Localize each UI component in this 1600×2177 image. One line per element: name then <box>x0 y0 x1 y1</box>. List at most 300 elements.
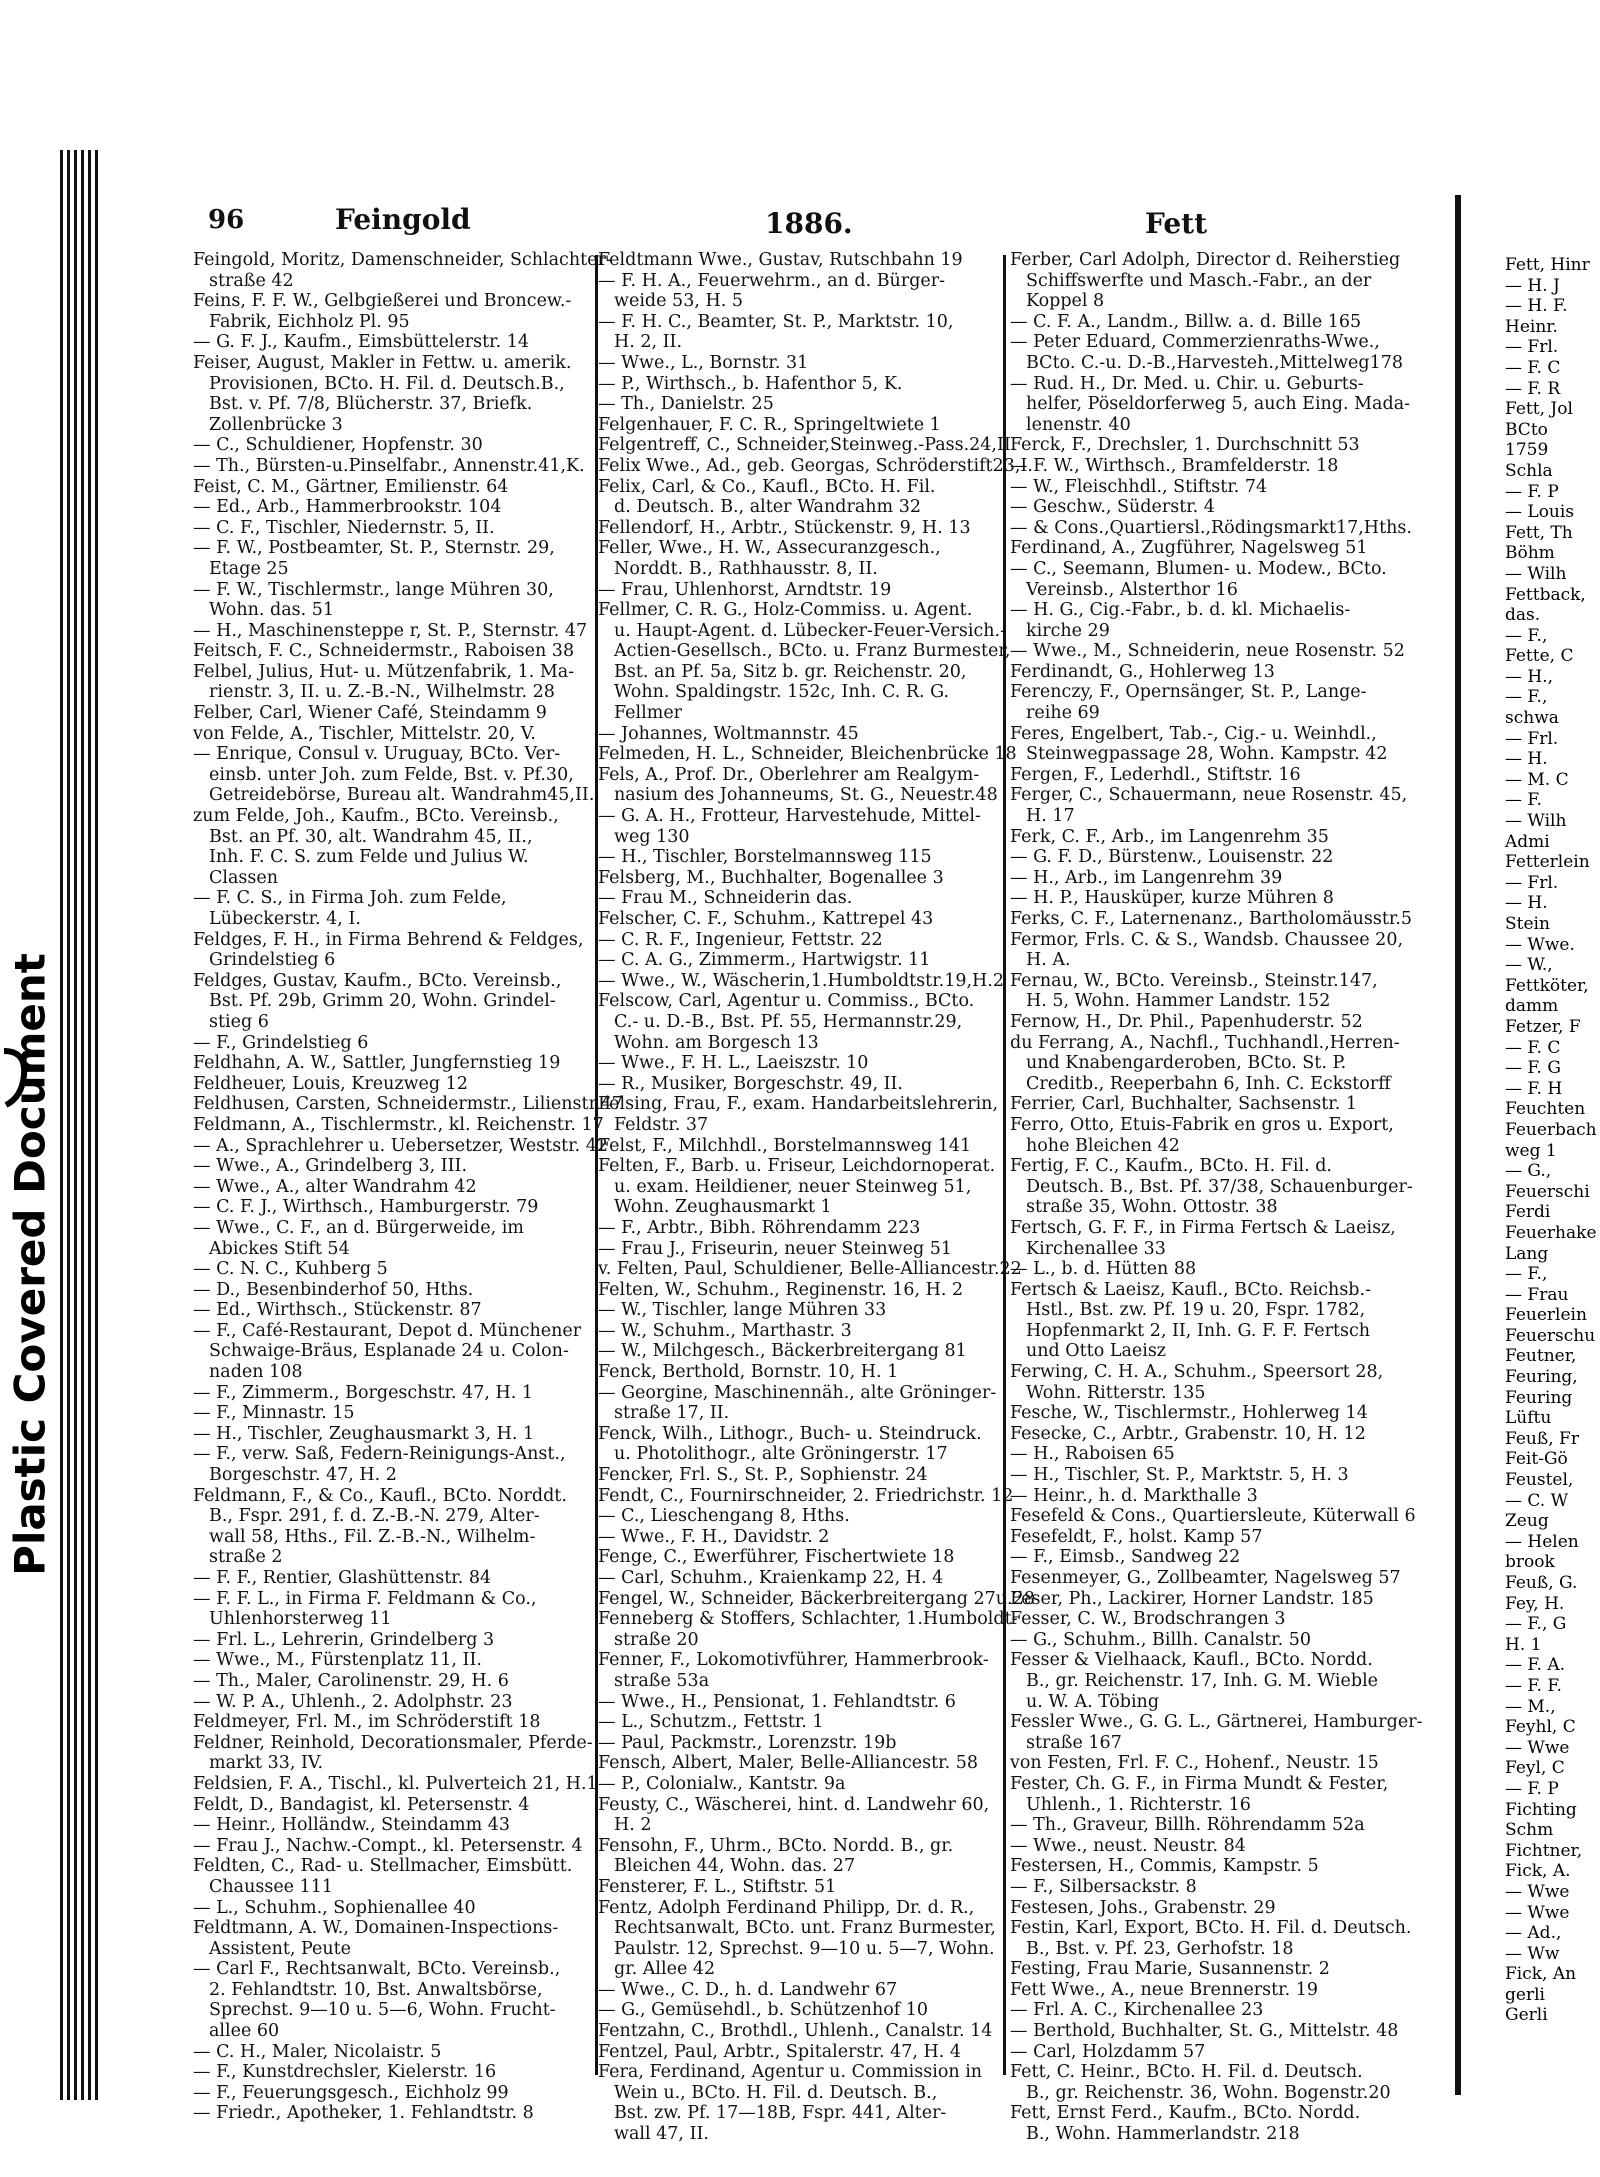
directory-entry-line: Felgentreff, C., Schneider,Steinweg.-Pass.24,II. <box>598 435 1017 456</box>
facing-page-fragment: — F. R <box>1505 378 1561 399</box>
directory-entry-line: Fernow, H., Dr. Phil., Papenhuderstr. 52 <box>1010 1011 1363 1032</box>
facing-page-fragment: Feutner, <box>1505 1346 1577 1367</box>
directory-entry-line: Hopfenmarkt 2, II, Inh. G. F. F. Fertsch <box>1026 1320 1371 1341</box>
facing-page-fragment: Schla <box>1505 460 1553 481</box>
directory-entry-line: — F. F. L., in Firma F. Feldmann & Co., <box>193 1588 537 1609</box>
directory-entry-line: Deutsch. B., Bst. Pf. 37/38, Schauenburger- <box>1026 1176 1413 1197</box>
facing-page-fragment: Fichting <box>1505 1799 1577 1820</box>
facing-page-fragment: Lang <box>1505 1243 1549 1264</box>
facing-page-fragment: weg 1 <box>1505 1140 1557 1161</box>
directory-entry-line: — Wwe., C. D., h. d. Landwehr 67 <box>598 1979 898 2000</box>
directory-entry-line: wall 47, II. <box>614 2124 709 2145</box>
directory-entry-line: — L., Schuhm., Sophienallee 40 <box>193 1897 476 1918</box>
facing-page-fragment: — F. <box>1505 790 1542 811</box>
directory-entry-line: reihe 69 <box>1026 703 1100 724</box>
facing-page-fragment: — Wwe <box>1505 1902 1570 1923</box>
directory-entry-line: Borgeschstr. 47, H. 2 <box>209 1465 397 1486</box>
directory-entry-line: — G. F. J., Kaufm., Eimsbüttelerstr. 14 <box>193 332 529 353</box>
directory-entry-line: Fett Wwe., A., neue Brennerstr. 19 <box>1010 1979 1319 2000</box>
directory-entry-line: Fertig, F. C., Kaufm., BCto. H. Fil. d. <box>1010 1156 1332 1177</box>
directory-entry-line: — W. P. A., Uhlenh., 2. Adolphstr. 23 <box>193 1691 513 1712</box>
directory-entry-line: Ferro, Otto, Etuis-Fabrik en gros u. Export, <box>1010 1114 1394 1135</box>
directory-entry-line: Fels, A., Prof. Dr., Oberlehrer am Realgym- <box>598 764 980 785</box>
directory-entry-line: Schwaige-Bräus, Esplanade 24 u. Colon- <box>209 1341 569 1362</box>
page-header <box>105 165 1460 240</box>
facing-page-fragment: — Ad., <box>1505 1923 1562 1944</box>
directory-entry-line: Feldges, Gustav, Kaufm., BCto. Vereinsb., <box>193 970 562 991</box>
facing-page-fragment: Fette, C <box>1505 646 1574 667</box>
directory-entry-line: — H., Maschinensteppe r, St. P., Sternstr. 47 <box>193 620 588 641</box>
directory-entry-line: Ferger, C., Schauermann, neue Rosenstr. 45, <box>1010 785 1408 806</box>
directory-entry-line: Feldheuer, Louis, Kreuzweg 12 <box>193 1073 468 1094</box>
directory-entry-line: Feldstr. 37 <box>614 1114 709 1135</box>
directory-entry-line: Etage 25 <box>209 558 289 579</box>
directory-entry-line: Uhlenh., 1. Richterstr. 16 <box>1026 1794 1251 1815</box>
directory-entry-line: Fenck, Berthold, Bornstr. 10, H. 1 <box>598 1362 899 1383</box>
directory-entry-line: Getreidebörse, Bureau alt. Wandrahm45,II. <box>209 785 595 806</box>
facing-page-fragment: — Helen <box>1505 1531 1579 1552</box>
directory-entry-line: — Wwe., A., alter Wandrahm 42 <box>193 1176 477 1197</box>
facing-page-fragment: Feuerlein <box>1505 1305 1587 1326</box>
directory-entry-line: Paulstr. 12, Sprechst. 9—10 u. 5—7, Wohn. <box>614 1938 995 1959</box>
facing-page-fragment: — Wwe <box>1505 1881 1570 1902</box>
directory-entry-line: Fertsch & Laeisz, Kaufl., BCto. Reichsb.- <box>1010 1279 1371 1300</box>
facing-page-fragment: — W., <box>1505 955 1553 976</box>
directory-entry-line: B., Fspr. 291, f. d. Z.-B.-N. 279, Alter- <box>209 1506 540 1527</box>
directory-entry-line: Feist, C. M., Gärtner, Emilienstr. 64 <box>193 476 509 497</box>
facing-page-fragment: — Frl. <box>1505 872 1559 893</box>
directory-entry-line: Abickes Stift 54 <box>209 1238 350 1259</box>
directory-entry-line: Felten, W., Schuhm., Reginenstr. 16, H. 2 <box>598 1279 964 1300</box>
directory-page <box>105 165 1460 2145</box>
facing-page-fragment: Zeug <box>1505 1511 1549 1532</box>
directory-entry-line: — C., Lieschengang 8, Hths. <box>598 1506 850 1527</box>
directory-entry-line: Fellendorf, H., Arbtr., Stückenstr. 9, H. 13 <box>598 517 971 538</box>
facing-page-fragment: — Louis <box>1505 502 1575 523</box>
directory-entry-line: — F. W., Tischlermstr., lange Mühren 30, <box>193 579 554 600</box>
directory-entry-line: — G. A. H., Frotteur, Harvestehude, Mittel- <box>598 806 981 827</box>
facing-page-fragment: Fichtner, <box>1505 1840 1583 1861</box>
directory-entry-line: und Otto Laeisz <box>1026 1341 1167 1362</box>
directory-entry-line: — F., Kunstdrechsler, Kielerstr. 16 <box>193 2062 497 2083</box>
directory-entry-line: Fensohn, F., Uhrm., BCto. Nordd. B., gr. <box>598 1835 954 1856</box>
directory-entry-line: straße 17, II. <box>614 1403 730 1424</box>
facing-page-fragment: Gerli <box>1505 2005 1548 2026</box>
directory-entry-line: Feins, F. F. W., Gelbgießerei und Broncew.- <box>193 291 572 312</box>
directory-entry-line: — C. F. A., Landm., Billw. a. d. Bille 165 <box>1010 311 1362 332</box>
directory-entry-line: v. Felten, Paul, Schuldiener, Belle-Alliancestr.22 <box>598 1259 1022 1280</box>
directory-entry-line: Fentz, Adolph Ferdinand Philipp, Dr. d. R., <box>598 1897 975 1918</box>
directory-column-3 <box>1010 250 1510 2145</box>
directory-entry-line: Fenge, C., Ewerführer, Fischertwiete 18 <box>598 1547 955 1568</box>
directory-entry-line: H. A. <box>1026 950 1071 971</box>
directory-entry-line: Zollenbrücke 3 <box>209 414 343 435</box>
directory-entry-line: Festesen, Johs., Grabenstr. 29 <box>1010 1897 1276 1918</box>
directory-entry-line: — Frau M., Schneiderin das. <box>598 888 853 909</box>
directory-entry-line: Schiffswerfte und Masch.-Fabr., an der <box>1026 270 1372 291</box>
facing-page-fragment: — H. J <box>1505 275 1560 296</box>
directory-entry-line: — Heinr., Holländw., Steindamm 43 <box>193 1815 511 1836</box>
directory-entry-line: Inh. F. C. S. zum Felde und Julius W. <box>209 847 529 868</box>
directory-entry-line: — Frl. L., Lehrerin, Grindelberg 3 <box>193 1629 495 1650</box>
directory-entry-line: — & Cons.,Quartiersl.,Rödingsmarkt17,Hths. <box>1010 517 1412 538</box>
directory-entry-line: Wohn. am Borgesch 13 <box>614 1032 819 1053</box>
directory-entry-line: — Th., Bürsten-u.Pinselfabr., Annenstr.41,K. <box>193 455 585 476</box>
directory-entry-line: Kirchenallee 33 <box>1026 1238 1166 1259</box>
directory-entry-line: kirche 29 <box>1026 620 1110 641</box>
directory-entry-line: B., Wohn. Hammerlandstr. 218 <box>1026 2124 1300 2145</box>
directory-entry-line: — G., Gemüsehdl., b. Schützenhof 10 <box>598 2000 929 2021</box>
directory-entry-line: — Wwe., F. H., Davidstr. 2 <box>598 1526 830 1547</box>
directory-entry-line: — H., Tischler, Zeughausmarkt 3, H. 1 <box>193 1423 535 1444</box>
directory-entry-line: Fessler Wwe., G. G. L., Gärtnerei, Hamburger- <box>1010 1712 1423 1733</box>
directory-entry-line: — W., Fleischhdl., Stiftstr. 74 <box>1010 476 1268 497</box>
directory-entry-line: Feingold, Moritz, Damenschneider, Schlachter- <box>193 250 612 270</box>
directory-entry-line: Provisionen, BCto. H. Fil. d. Deutsch.B., <box>209 373 565 394</box>
directory-entry-line: gr. Allee 42 <box>614 1959 716 1980</box>
directory-entry-line: Felix Wwe., Ad., geb. Georgas, Schröderstift23,I. <box>598 455 1033 476</box>
facing-page-fragment: — Ww <box>1505 1943 1560 1964</box>
directory-entry-line: Norddt. B., Rathhausstr. 8, II. <box>614 558 878 579</box>
directory-entry-line: u. exam. Heildiener, neuer Steinweg 51, <box>614 1176 972 1197</box>
directory-entry-line: — C., Seemann, Blumen- u. Modew., BCto. <box>1010 558 1387 579</box>
directory-entry-line: Felix, Carl, & Co., Kaufl., BCto. H. Fil. <box>598 476 936 497</box>
facing-page-fragment: das. <box>1505 605 1541 626</box>
directory-entry-line: — Wwe., H., Pensionat, 1. Fehlandtstr. 6 <box>598 1691 956 1712</box>
directory-entry-line: Fenneberg & Stoffers, Schlachter, 1.Humboldt- <box>598 1609 1018 1630</box>
directory-entry-line: Felmeden, H. L., Schneider, Bleichenbrücke 18 <box>598 744 1017 765</box>
directory-entry-line: Feldmeyer, Frl. M., im Schröderstift 18 <box>193 1712 541 1733</box>
directory-entry-line: Fellmer, C. R. G., Holz-Commiss. u. Agent. <box>598 600 973 621</box>
facing-page-fragment: — G., <box>1505 1161 1552 1182</box>
directory-entry-line: wall 58, Hths., Fil. Z.-B.-N., Wilhelm- <box>209 1526 536 1547</box>
directory-entry-line: — G., Schuhm., Billh. Canalstr. 50 <box>1010 1629 1312 1650</box>
directory-entry-line: — F., Silbersackstr. 8 <box>1010 1876 1197 1897</box>
directory-entry-line: Fensch, Albert, Maler, Belle-Alliancestr. 58 <box>598 1753 979 1774</box>
directory-entry-line: Wohn. das. 51 <box>209 600 335 621</box>
facing-page-fragment: Feuß, Fr <box>1505 1428 1579 1449</box>
directory-entry-line: — F. W., Wirthsch., Bramfelderstr. 18 <box>1010 455 1339 476</box>
directory-entry-line: Ferwing, C. H. A., Schuhm., Speersort 28, <box>1010 1362 1384 1383</box>
directory-entry-line: — H., Tischler, St. P., Marktstr. 5, H. 3 <box>1010 1465 1349 1486</box>
directory-entry-line: Ferck, F., Drechsler, 1. Durchschnitt 53 <box>1010 435 1360 456</box>
directory-entry-line: — Geschw., Süderstr. 4 <box>1010 497 1215 518</box>
scan-mark <box>0 1045 30 1125</box>
directory-entry-line: Ferk, C. F., Arb., im Langenrehm 35 <box>1010 826 1329 847</box>
directory-entry-line: — Paul, Packmstr., Lorenzstr. 19b <box>598 1732 897 1753</box>
directory-entry-line: H. 5, Wohn. Hammer Landstr. 152 <box>1026 991 1331 1012</box>
directory-entry-line: Fesefeld & Cons., Quartiersleute, Küterwall 6 <box>1010 1506 1416 1527</box>
directory-entry-line: — Berthold, Buchhalter, St. G., Mittelstr. 48 <box>1010 2021 1399 2042</box>
directory-entry-line: Feitsch, F. C., Schneidermstr., Raboisen 38 <box>193 641 575 662</box>
directory-entry-line: — P., Colonialw., Kantstr. 9a <box>598 1773 846 1794</box>
directory-entry-line: Fabrik, Eichholz Pl. 95 <box>209 311 410 332</box>
directory-entry-line: — F., Feuerungsgesch., Eichholz 99 <box>193 2082 509 2103</box>
facing-page-fragment: Feustel, <box>1505 1470 1574 1491</box>
directory-entry-line: — G. F. D., Bürstenw., Louisenstr. 22 <box>1010 847 1334 868</box>
directory-entry-line: Vereinsb., Alsterthor 16 <box>1026 579 1238 600</box>
facing-page-fragment: Feuring, <box>1505 1367 1578 1388</box>
directory-entry-line: — Ed., Wirthsch., Stückenstr. 87 <box>193 1300 482 1321</box>
facing-page-fragment: — C. W <box>1505 1490 1569 1511</box>
directory-entry-line: Fett, Ernst Ferd., Kaufm., BCto. Nordd. <box>1010 2103 1361 2124</box>
facing-page-fragment: Feuchten <box>1505 1099 1586 1120</box>
directory-entry-line: — P., Wirthsch., b. Hafenthor 5, K. <box>598 373 903 394</box>
facing-page-fragment: Feit-Gö <box>1505 1449 1568 1470</box>
facing-page-fragment: — F., <box>1505 625 1548 646</box>
directory-entry-line: straße 20 <box>614 1629 699 1650</box>
directory-entry-line: d. Deutsch. B., alter Wandrahm 32 <box>614 497 921 518</box>
facing-page-strip <box>1505 255 1597 2026</box>
directory-entry-line: — F., Café-Restaurant, Depot d. Münchener <box>193 1320 582 1341</box>
facing-page-fragment: Schm <box>1505 1820 1554 1841</box>
directory-entry-line: Felbel, Julius, Hut- u. Mützenfabrik, 1. Ma- <box>193 661 575 682</box>
directory-entry-line: — A., Sprachlehrer u. Uebersetzer, Weststr. 42 <box>193 1135 609 1156</box>
directory-entry-line: Fesche, W., Tischlermstr., Hohlerweg 14 <box>1010 1403 1368 1424</box>
directory-entry-line: Festersen, H., Commis, Kampstr. 5 <box>1010 1856 1319 1877</box>
directory-entry-line: Fellmer <box>614 703 683 724</box>
directory-entry-line: Fergen, F., Lederhdl., Stiftstr. 16 <box>1010 764 1301 785</box>
directory-entry-line: Felscher, C. F., Schuhm., Kattrepel 43 <box>598 909 934 929</box>
directory-entry-line: C.- u. D.-B., Bst. Pf. 55, Hermannstr.29, <box>614 1011 963 1032</box>
directory-entry-line: Fernau, W., BCto. Vereinsb., Steinstr.147, <box>1010 970 1378 991</box>
directory-entry-line: hohe Bleichen 42 <box>1026 1135 1180 1156</box>
facing-page-fragment: Fett, Jol <box>1505 399 1573 420</box>
directory-entry-line: — Heinr., h. d. Markthalle 3 <box>1010 1485 1258 1506</box>
directory-entry-line: Fentzahn, C., Brothdl., Uhlenh., Canalstr. 14 <box>598 2021 993 2042</box>
directory-entry-line: Sprechst. 9—10 u. 5—6, Wohn. Frucht- <box>209 2000 556 2021</box>
directory-entry-line: Feldhusen, Carsten, Schneidermstr., Lilienstr.47 <box>193 1094 623 1115</box>
directory-entry-line: u. W. A. Töbing <box>1026 1691 1160 1712</box>
directory-entry-line: — F. H. A., Feuerwehrm., an d. Bürger- <box>598 270 946 291</box>
directory-entry-line: Feldsien, F. A., Tischl., kl. Pulverteich 21, H.1 <box>193 1773 598 1794</box>
directory-entry-line: Bleichen 44, Wohn. das. 27 <box>614 1856 856 1877</box>
facing-page-fragment: schwa <box>1505 708 1559 729</box>
facing-page-fragment: Feuerhake <box>1505 1222 1597 1243</box>
directory-entry-line: — L., Schutzm., Fettstr. 1 <box>598 1712 824 1733</box>
directory-entry-line: — Carl, Schuhm., Kraienkamp 22, H. 4 <box>598 1568 944 1588</box>
directory-entry-line: Ferdinand, A., Zugführer, Nagelsweg 51 <box>1010 538 1368 559</box>
directory-entry-line: — C. N. C., Kuhberg 5 <box>193 1259 388 1280</box>
facing-page-fragment: Feuring <box>1505 1387 1573 1408</box>
facing-page-fragment: — Wilh <box>1505 811 1567 832</box>
facing-page-fragment: — F. A. <box>1505 1655 1566 1676</box>
header-year: 1886. <box>765 207 853 240</box>
facing-page-fragment: Fettback, <box>1505 584 1586 605</box>
directory-entry-line: du Ferrang, A., Nachfl., Tuchhandl.,Herren- <box>1010 1032 1400 1053</box>
facing-page-fragment: — M., <box>1505 1696 1556 1717</box>
directory-entry-line: Fencker, Frl. S., St. P., Sophienstr. 24 <box>598 1465 928 1486</box>
directory-entry-line: naden 108 <box>209 1362 303 1383</box>
directory-entry-line: helfer, Pöseldorferweg 5, auch Eing. Mada- <box>1026 394 1411 415</box>
directory-entry-line: — Frau J., Friseurin, neuer Steinweg 51 <box>598 1238 953 1259</box>
directory-entry-line: Fengel, W., Schneider, Bäckerbreitergang 27u.28 <box>598 1588 1035 1609</box>
directory-entry-line: Ferks, C. F., Laternenanz., Bartholomäusstr.5 <box>1010 909 1412 929</box>
directory-entry-line: Uhlenhorsterweg 11 <box>209 1609 392 1630</box>
directory-entry-line: Fenner, F., Lokomotivführer, Hammerbrook- <box>598 1650 989 1671</box>
directory-entry-line: rienstr. 3, II. u. Z.-B.-N., Wilhelmstr. 28 <box>209 682 555 703</box>
directory-entry-line: Koppel 8 <box>1026 291 1105 312</box>
directory-entry-line: Fesser, C. W., Brodschrangen 3 <box>1010 1609 1286 1630</box>
directory-entry-line: Feser, Ph., Lackirer, Horner Landstr. 185 <box>1010 1588 1374 1609</box>
directory-entry-line: — Carl F., Rechtsanwalt, BCto. Vereinsb., <box>193 1959 561 1980</box>
facing-page-fragment: — H. <box>1505 893 1548 914</box>
directory-entry-line: Ferrier, Carl, Buchhalter, Sachsenstr. 1 <box>1010 1094 1357 1115</box>
directory-entry-line: — Th., Graveur, Billh. Röhrendamm 52a <box>1010 1815 1365 1836</box>
facing-page-fragment: Feyl, C <box>1505 1758 1565 1779</box>
directory-entry-line: Fenck, Wilh., Lithogr., Buch- u. Steindruck. <box>598 1423 982 1444</box>
directory-entry-line: stieg 6 <box>209 1011 269 1032</box>
directory-entry-line: Fester, Ch. G. F., in Firma Mundt & Fester, <box>1010 1773 1389 1794</box>
directory-entry-line: — Friedr., Apotheker, 1. Fehlandtstr. 8 <box>193 2103 534 2124</box>
facing-page-fragment: — F., <box>1505 687 1548 708</box>
directory-entry-line: Bst. v. Pf. 7/8, Blücherstr. 37, Briefk. <box>209 394 533 415</box>
facing-page-fragment: Feuerschu <box>1505 1325 1596 1346</box>
directory-entry-line: — Frau, Uhlenhorst, Arndtstr. 19 <box>598 579 892 600</box>
directory-entry-line: — Wwe., M., Fürstenplatz 11, II. <box>193 1650 482 1671</box>
directory-entry-line: einsb. unter Joh. zum Felde, Bst. v. Pf.30, <box>209 764 574 785</box>
facing-page-fragment: — M. C <box>1505 769 1569 790</box>
directory-entry-line: u. Photolithogr., alte Gröningerstr. 17 <box>614 1444 948 1465</box>
directory-entry-line: Creditb., Reeperbahn 6, Inh. C. Eckstorff <box>1026 1073 1391 1094</box>
directory-entry-line: 2. Fehlandtstr. 10, Bst. Anwaltsbörse, <box>209 1979 543 2000</box>
facing-page-fragment: Lüftu <box>1505 1408 1552 1429</box>
facing-page-fragment: Stein <box>1505 914 1550 934</box>
directory-entry-line: Feldhahn, A. W., Sattler, Jungfernstieg 19 <box>193 1053 561 1074</box>
facing-page-fragment: — Frau <box>1505 1284 1569 1305</box>
book-page-stack-edge <box>60 150 100 2100</box>
directory-entry-line: Ferber, Carl Adolph, Director d. Reiherstieg <box>1010 250 1401 270</box>
facing-page-fragment: — F., <box>1505 1264 1548 1285</box>
directory-entry-line: weg 130 <box>614 826 690 847</box>
directory-entry-line: — Wwe., C. F., an d. Bürgerweide, im <box>193 1217 524 1238</box>
facing-page-fragment: 1759 <box>1505 440 1549 461</box>
directory-entry-line: — F. F., Rentier, Glashüttenstr. 84 <box>193 1568 492 1588</box>
directory-entry-line: Wohn. Spaldingstr. 152c, Inh. C. R. G. <box>614 682 950 703</box>
directory-entry-line: — F. W., Postbeamter, St. P., Sternstr. 29, <box>193 538 555 559</box>
directory-entry-line: Ferdinandt, G., Hohlerweg 13 <box>1010 661 1275 682</box>
directory-entry-line: Chaussee 111 <box>209 1876 334 1897</box>
directory-entry-line: — F., Arbtr., Bibh. Röhrendamm 223 <box>598 1217 921 1238</box>
directory-entry-line: Feldtmann Wwe., Gustav, Rutschbahn 19 <box>598 250 963 270</box>
directory-entry-line: Classen <box>209 867 279 888</box>
directory-entry-line: Feldges, F. H., in Firma Behrend & Feldges, <box>193 929 584 950</box>
header-left-keyword: Feingold <box>335 203 471 236</box>
facing-page-fragment: — F. F. <box>1505 1675 1562 1696</box>
directory-entry-line: Feldmann, F., & Co., Kaufl., BCto. Norddt. <box>193 1485 567 1506</box>
directory-entry-line: Feres, Engelbert, Tab.-, Cig.- u. Weinhdl., <box>1010 723 1377 744</box>
directory-entry-line: — D., Besenbinderhof 50, Hths. <box>193 1279 474 1300</box>
page-number: 96 <box>208 205 245 235</box>
directory-entry-line: — Johannes, Woltmannstr. 45 <box>598 723 859 744</box>
directory-entry-line: H. 2 <box>614 1815 652 1836</box>
directory-entry-line: Actien-Gesellsch., BCto. u. Franz Burmester, <box>614 641 1011 662</box>
facing-page-fragment: Admi <box>1505 831 1550 852</box>
directory-entry-line: — R., Musiker, Borgeschstr. 49, II. <box>598 1073 903 1094</box>
directory-entry-line: — W., Milchgesch., Bäckerbreitergang 81 <box>598 1341 967 1362</box>
directory-entry-line: — C. F. J., Wirthsch., Hamburgerstr. 79 <box>193 1197 539 1218</box>
directory-entry-line: weide 53, H. 5 <box>614 291 743 312</box>
directory-entry-line: markt 33, IV. <box>209 1753 324 1774</box>
directory-entry-line: — C., Schuldiener, Hopfenstr. 30 <box>193 435 483 456</box>
directory-entry-line: Fesefeldt, F., holst. Kamp 57 <box>1010 1526 1263 1547</box>
directory-entry-line: Feldtmann, A. W., Domainen-Inspections- <box>193 1918 559 1939</box>
directory-entry-line: Feldt, D., Bandagist, kl. Petersenstr. 4 <box>193 1794 530 1815</box>
directory-entry-line: — Georgine, Maschinennäh., alte Gröninger- <box>598 1382 997 1403</box>
directory-entry-line: Fertsch, G. F. F., in Firma Fertsch & Laeisz, <box>1010 1217 1396 1238</box>
directory-entry-line: — C. H., Maler, Nicolaistr. 5 <box>193 2041 442 2062</box>
directory-entry-line: — Wwe., M., Schneiderin, neue Rosenstr. 52 <box>1010 641 1405 662</box>
facing-page-fragment: Fey, H. <box>1505 1593 1565 1614</box>
directory-entry-line: lenenstr. 40 <box>1026 414 1131 435</box>
directory-entry-line: Feller, Wwe., H. W., Assecuranzgesch., <box>598 538 941 559</box>
facing-page-fragment: Feyhl, C <box>1505 1717 1576 1738</box>
header-right-keyword: Fett <box>1145 207 1208 240</box>
directory-entry-line: Felten, F., Barb. u. Friseur, Leichdornoperat. <box>598 1156 996 1177</box>
directory-entry-line: Rechtsanwalt, BCto. unt. Franz Burmester, <box>614 1918 996 1939</box>
directory-entry-line: B., Bst. v. Pf. 23, Gerhofstr. 18 <box>1026 1938 1294 1959</box>
facing-page-fragment: — H., <box>1505 666 1554 687</box>
directory-entry-line: — Wwe., W., Wäscherin,1.Humboldtstr.19,H.2 <box>598 970 1004 991</box>
directory-entry-line: straße 42 <box>209 270 294 291</box>
facing-page-fragment: — Wwe. <box>1505 934 1575 955</box>
facing-page-fragment: Fett, Th <box>1505 522 1573 543</box>
directory-entry-line: Grindelstieg 6 <box>209 950 336 971</box>
directory-entry-line: Lübeckerstr. 4, I. <box>209 909 361 929</box>
directory-entry-line: Felsberg, M., Buchhalter, Bogenallee 3 <box>598 867 944 888</box>
directory-entry-line: Wein u., BCto. H. Fil. d. Deutsch. B., <box>614 2082 938 2103</box>
directory-entry-line: von Felde, A., Tischler, Mittelstr. 20, V. <box>193 723 536 744</box>
directory-entry-line: nasium des Johanneums, St. G., Neuestr.48 <box>614 785 998 806</box>
directory-entry-line: Felst, F., Milchhdl., Borstelmannsweg 141 <box>598 1135 972 1156</box>
directory-entry-line: — W., Tischler, lange Mühren 33 <box>598 1300 887 1321</box>
facing-page-fragment: Fett, Hinr <box>1505 255 1590 275</box>
facing-page-fragment: — F. G <box>1505 1058 1561 1079</box>
directory-entry-line: Felscow, Carl, Agentur u. Commiss., BCto. <box>598 991 975 1012</box>
plastic-covered-label: Plastic Covered Document <box>5 953 55 1576</box>
facing-page-fragment: Feuerbach <box>1505 1119 1597 1140</box>
directory-entry-line: und Knabengarderoben, BCto. St. P. <box>1026 1053 1347 1074</box>
directory-entry-line: Feldten, C., Rad- u. Stellmacher, Eimsbütt. <box>193 1856 573 1877</box>
directory-entry-line: Hstl., Bst. zw. Pf. 19 u. 20, Fspr. 1782, <box>1026 1300 1366 1321</box>
directory-entry-line: Assistent, Peute <box>209 1938 351 1959</box>
facing-page-fragment: Feuerschi <box>1505 1181 1590 1202</box>
directory-entry-line: — F. C. S., in Firma Joh. zum Felde, <box>193 888 507 909</box>
directory-entry-line: Fett, C. Heinr., BCto. H. Fil. d. Deutsch. <box>1010 2062 1363 2083</box>
facing-page-fragment: H. 1 <box>1505 1634 1542 1655</box>
facing-page-fragment: — F., G <box>1505 1614 1567 1635</box>
directory-entry-line: B., gr. Reichenstr. 17, Inh. G. M. Wieble <box>1026 1670 1379 1691</box>
directory-entry-line: — Enrique, Consul v. Uruguay, BCto. Ver- <box>193 744 561 765</box>
directory-entry-line: — H., Tischler, Borstelmannsweg 115 <box>598 847 932 868</box>
directory-entry-line: von Festen, Frl. F. C., Hohenf., Neustr. 15 <box>1010 1753 1379 1774</box>
directory-entry-line: — Ed., Arb., Hammerbrookstr. 104 <box>193 497 502 518</box>
directory-entry-line: Bst. an Pf. 30, alt. Wandrahm 45, II., <box>209 826 533 847</box>
directory-entry-line: — Wwe., F. H. L., Laeiszstr. 10 <box>598 1053 869 1074</box>
directory-entry-line: Felber, Carl, Wiener Café, Steindamm 9 <box>193 703 547 724</box>
directory-entry-line: Bst. zw. Pf. 17—18B, Fspr. 441, Alter- <box>614 2103 947 2124</box>
directory-entry-line: — H. G., Cig.-Fabr., b. d. kl. Michaelis- <box>1010 600 1351 621</box>
facing-page-fragment: Ferdi <box>1505 1202 1551 1223</box>
directory-entry-line: Feusty, C., Wäscherei, hint. d. Landwehr 60, <box>598 1794 990 1815</box>
facing-page-fragment: Fetzer, F <box>1505 1016 1581 1037</box>
directory-entry-line: Fendt, C., Fournirschneider, 2. Friedrichstr. 12 <box>598 1485 1014 1506</box>
facing-page-fragment: BCto <box>1505 419 1548 440</box>
facing-page-fragment: Fick, A. <box>1505 1861 1571 1882</box>
directory-entry-line: Bst. Pf. 29b, Grimm 20, Wohn. Grindel- <box>209 991 556 1012</box>
directory-entry-line: — Carl, Holzdamm 57 <box>1010 2041 1206 2062</box>
facing-page-fragment: damm <box>1505 996 1559 1017</box>
